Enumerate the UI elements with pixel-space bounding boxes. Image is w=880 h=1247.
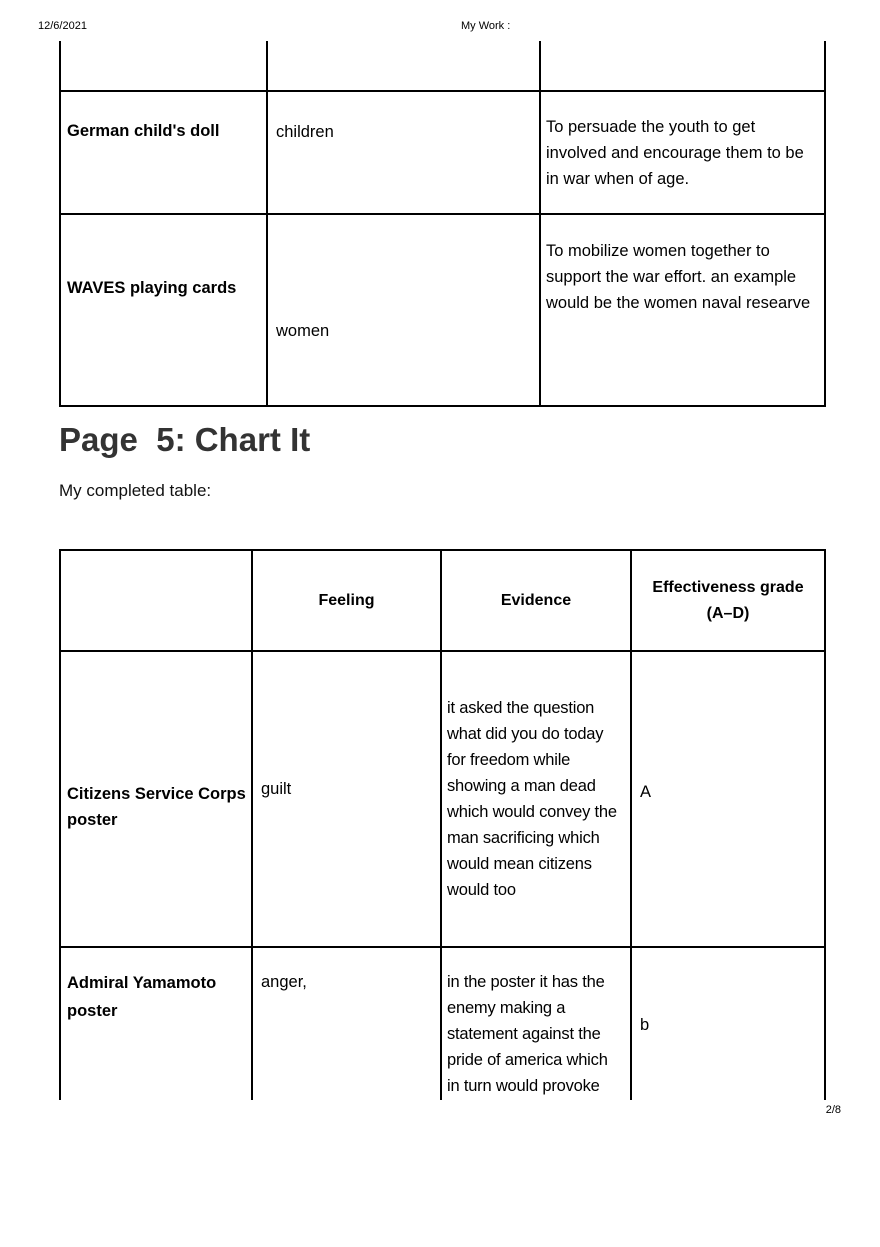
print-date: 12/6/2021 [38,20,87,32]
feeling-cell: anger, [252,947,441,1100]
evidence-cell: in the poster it has the enemy making a statement against the pride of america which in turn would provoke [441,947,631,1100]
page-title: Page 5: Chart It [59,421,311,458]
chart-table [59,549,826,1100]
table-row [60,651,825,947]
evidence-cell: it asked the question what did you do today for freedom while showing a man dead which would convey the man sacrificing which would mean citizens would too [441,651,631,947]
grade-cell: b [631,947,825,1100]
column-header: Evidence [441,550,631,651]
table-row [60,41,825,91]
column-header: Feeling [252,550,441,651]
table-header-row [60,550,825,651]
table-row [60,214,825,406]
item-cell: Admiral Yamamoto poster [60,947,252,1100]
audience-cell: women [267,214,540,406]
table-cell [540,41,825,91]
print-title: My Work : [461,20,511,32]
column-header: Effectiveness grade (A–D) [631,550,825,651]
section-intro: My completed table: [59,481,212,500]
table-row [60,947,825,1100]
column-header [60,550,252,651]
purpose-cell: To persuade the youth to get involved and encourage them to be in war when of age. [540,91,825,214]
purpose-cell: To mobilize women together to support the war effort. an example would be the women naval researve [540,214,825,406]
table-cell [60,41,267,91]
continued-table [59,41,826,407]
page-number: 2/8 [825,1104,841,1116]
feeling-cell: guilt [252,651,441,947]
table-row [60,91,825,214]
grade-cell: A [631,651,825,947]
audience-cell: children [267,91,540,214]
item-cell: Citizens Service Corps poster [60,651,252,947]
item-cell: WAVES playing cards [60,214,267,406]
item-cell: German child's doll [60,91,267,214]
table-cell [267,41,540,91]
